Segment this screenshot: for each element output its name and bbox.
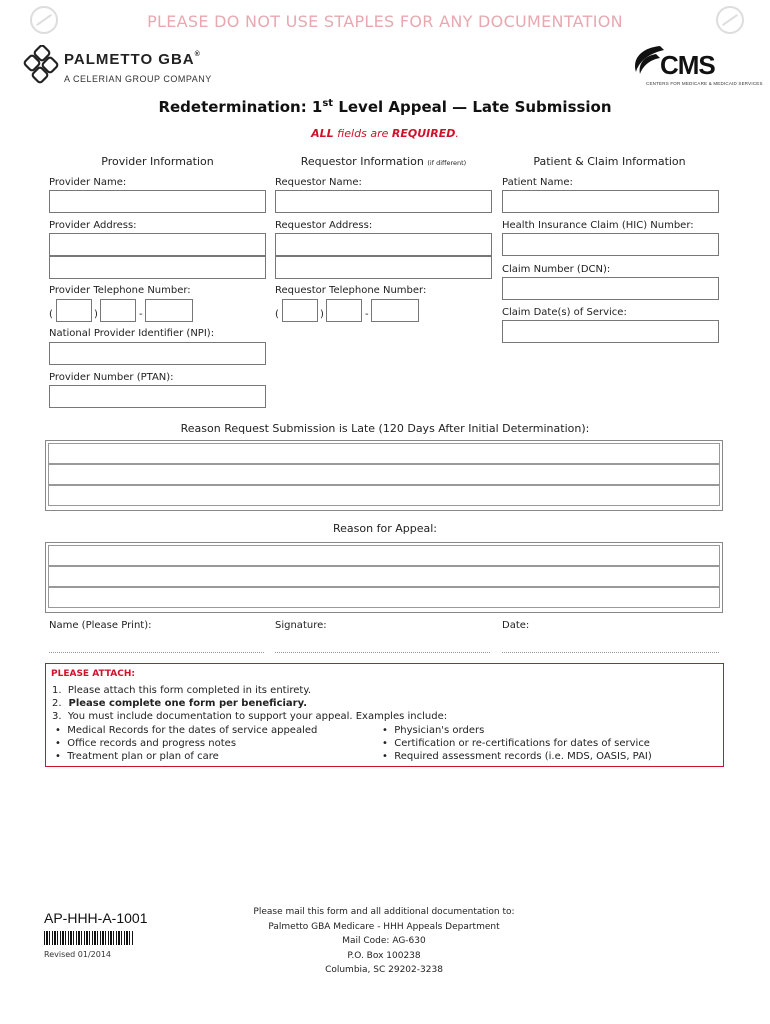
palmetto-logo-icon — [22, 45, 60, 85]
provider-phone-label: Provider Telephone Number: — [49, 285, 191, 296]
logo-registered: ® — [194, 51, 201, 58]
requestor-address-line2-field[interactable] — [275, 256, 492, 279]
requestor-phone-label: Requestor Telephone Number: — [275, 285, 427, 296]
requestor-phone-prefix-field[interactable] — [326, 299, 362, 322]
mail-line: P.O. Box 100238 — [347, 950, 421, 961]
npi-label: National Provider Identifier (NPI): — [49, 328, 215, 339]
cms-subtitle: CENTERS FOR MEDICARE & MEDICAID SERVICES — [646, 81, 763, 86]
provider-area-code-field[interactable] — [56, 299, 92, 322]
dos-field[interactable] — [502, 320, 719, 343]
attach-bullet-item: • Medical Records for the dates of service appealed — [55, 725, 318, 736]
attach-item: 3. You must include documentation to support your appeal. Examples include: — [52, 711, 448, 722]
phone-dash: - — [365, 309, 369, 320]
logo-name: PALMETTO GBA — [64, 51, 195, 68]
npi-field[interactable] — [49, 342, 266, 365]
requestor-address-line1-field[interactable] — [275, 233, 492, 256]
requestor-area-code-field[interactable] — [282, 299, 318, 322]
phone-open-paren: ( — [49, 309, 53, 320]
print-name-label: Name (Please Print): — [49, 620, 152, 631]
revised-date: Revised 01/2014 — [44, 950, 112, 959]
attach-title: PLEASE ATTACH: — [51, 669, 135, 679]
logo-subtitle: A CELERIAN GROUP COMPANY — [64, 74, 212, 84]
phone-close-paren: ) — [320, 309, 324, 320]
cms-logo — [630, 42, 763, 88]
bullet-icon: • — [55, 725, 61, 736]
dcn-label: Claim Number (DCN): — [502, 264, 611, 275]
attach-bullet-item: • Certification or re-certifications for dates of service — [382, 738, 650, 749]
bullet-icon: • — [55, 751, 61, 762]
appeal-reason-line[interactable] — [48, 587, 720, 608]
patient-name-field[interactable] — [502, 190, 719, 213]
patient-heading: Patient & Claim Information — [533, 155, 686, 168]
signature-label: Signature: — [275, 620, 327, 631]
provider-address-line2-field[interactable] — [49, 256, 266, 279]
provider-phone-prefix-field[interactable] — [100, 299, 136, 322]
mailing-address — [234, 905, 534, 978]
late-reason-line[interactable] — [48, 443, 720, 464]
bullet-icon: • — [382, 751, 388, 762]
provider-name-field[interactable] — [49, 190, 266, 213]
phone-open-paren: ( — [275, 309, 279, 320]
mail-line: Please mail this form and all additional documentation to: — [253, 907, 515, 917]
mail-line: Palmetto GBA Medicare - HHH Appeals Department — [268, 921, 500, 932]
attach-item: 2. Please complete one form per beneficiary. — [52, 698, 307, 709]
attach-bullet-item: • Required assessment records (i.e. MDS, OASIS, PAI) — [382, 751, 652, 762]
provider-heading: Provider Information — [101, 155, 214, 168]
bullet-icon: • — [382, 725, 388, 736]
late-reason-line[interactable] — [48, 485, 720, 506]
hic-field[interactable] — [502, 233, 719, 256]
mail-line: Mail Code: AG-630 — [342, 936, 426, 946]
attach-item: 1. Please attach this form completed in its entirety. — [52, 685, 312, 696]
provider-address-line1-field[interactable] — [49, 233, 266, 256]
appeal-reason-label: Reason for Appeal: — [333, 522, 437, 535]
dos-label: Claim Date(s) of Service: — [502, 307, 627, 318]
ptan-label: Provider Number (PTAN): — [49, 372, 174, 383]
appeal-reason-line[interactable] — [48, 566, 720, 587]
date-field[interactable] — [502, 652, 719, 653]
late-reason-label: Reason Request Submission is Late (120 Days After Initial Determination): — [180, 422, 590, 435]
provider-address-label: Provider Address: — [49, 220, 137, 231]
appeal-reason-box — [45, 542, 723, 613]
hic-label: Health Insurance Claim (HIC) Number: — [502, 220, 694, 231]
requestor-name-label: Requestor Name: — [275, 177, 362, 188]
signature-field[interactable] — [275, 652, 490, 653]
bullet-icon: • — [382, 738, 388, 749]
form-id: AP-HHH-A-1001 — [44, 910, 148, 926]
late-reason-line[interactable] — [48, 464, 720, 485]
palmetto-logo — [22, 45, 60, 89]
barcode — [44, 931, 134, 945]
required-note: ALL fields are REQUIRED. — [311, 127, 459, 140]
print-name-field[interactable] — [49, 652, 264, 653]
staples-warning: PLEASE DO NOT USE STAPLES FOR ANY DOCUMENTATION — [147, 12, 623, 31]
bullet-icon: • — [55, 738, 61, 749]
attach-bullet-item: • Office records and progress notes — [55, 738, 237, 749]
requestor-phone-line-field[interactable] — [371, 299, 419, 322]
requestor-heading: Requestor Information (if different) — [300, 155, 467, 168]
mail-line: Columbia, SC 29202-3238 — [325, 965, 443, 975]
ptan-field[interactable] — [49, 385, 266, 408]
attach-bullet-item: • Physician's orders — [382, 725, 485, 736]
phone-dash: - — [139, 309, 143, 320]
cms-logo-text: CMS — [660, 50, 715, 80]
attach-bullet-item: • Treatment plan or plan of care — [55, 751, 219, 762]
date-label: Date: — [502, 620, 530, 631]
late-reason-box — [45, 440, 723, 511]
form-title: Redetermination: 1st Level Appeal — Late Submission — [158, 98, 612, 116]
requestor-name-field[interactable] — [275, 190, 492, 213]
patient-name-label: Patient Name: — [502, 177, 573, 188]
requestor-address-label: Requestor Address: — [275, 220, 373, 231]
provider-phone-line-field[interactable] — [145, 299, 193, 322]
provider-name-label: Provider Name: — [49, 177, 127, 188]
phone-close-paren: ) — [94, 309, 98, 320]
appeal-reason-line[interactable] — [48, 545, 720, 566]
dcn-field[interactable] — [502, 277, 719, 300]
